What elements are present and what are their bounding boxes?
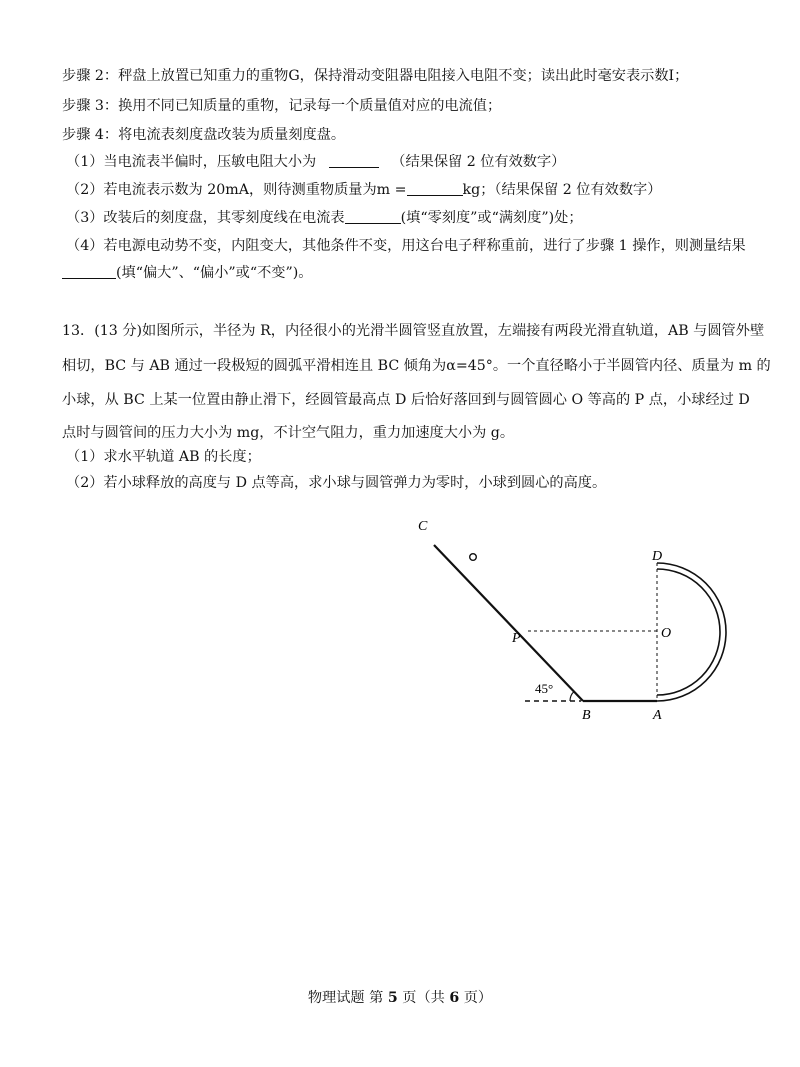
label-o: O: [661, 626, 672, 641]
q12-part1-text: （1）当电流表半偏时，压敏电阻大小为: [66, 154, 317, 170]
q12-part2-note: kg；（结果保留 2 位有效数字）: [462, 182, 662, 198]
q13-line4: 点时与圆管间的压力大小为 mg，不计空气阻力，重力加速度大小为 g。: [62, 425, 515, 441]
angle-arc: [570, 692, 574, 702]
label-d: D: [652, 549, 663, 564]
footer-page-number: 5: [387, 990, 398, 1006]
step-3: 步骤 3：换用不同已知质量的重物，记录每一个质量值对应的电流值；: [62, 98, 502, 114]
footer-page-word: 页（共: [402, 990, 445, 1006]
q12-part2-text: （2）若电流表示数为 20mA，则待测重物质量为m =: [66, 182, 407, 198]
q12-part4-note: (填“偏大”、“偏小”或“不变”)。: [116, 265, 313, 281]
label-p: P: [512, 631, 521, 646]
step-4: 步骤 4：将电流表刻度盘改装为质量刻度盘。: [62, 127, 346, 143]
label-b: B: [582, 708, 591, 723]
q13-line2: 相切，BC 与 AB 通过一段极短的圆弧平滑相连且 BC 倾角为α=45°。一个直径略小于半圆管内径、质量为 m 的: [62, 358, 771, 374]
q12-part1-note: （结果保留 2 位有效数字）: [391, 154, 566, 170]
footer-page-prefix: 第: [369, 990, 384, 1006]
label-a: A: [653, 708, 662, 723]
q12-part3-text: （3）改装后的刻度盘，其零刻度线在电流表: [66, 210, 345, 226]
step-2: 步骤 2：秤盘上放置已知重力的重物G，保持滑动变阻器电阻接入电阻不变；读出此时毫安表示数I；: [62, 68, 689, 84]
footer-subject: 物理试题: [307, 990, 365, 1006]
ball: [470, 554, 477, 561]
q12-part4: （4）若电源电动势不变，内阻变大，其他条件不变，用这台电子秤称重前，进行了步骤 1 操作，则测量结果: [66, 238, 746, 254]
footer-end: 页）: [463, 990, 493, 1006]
angle-label: 45°: [535, 681, 554, 696]
q12-part3-note: (填“零刻度”或“满刻度”)处；: [400, 210, 583, 226]
q13-sub2: （2）若小球释放的高度与 D 点等高，求小球与圆管弹力为零时，小球到圆心的高度。: [66, 475, 607, 491]
page-footer: [0, 987, 800, 1007]
q13-sub1: （1）求水平轨道 AB 的长度；: [66, 449, 261, 465]
footer-total-pages: 6: [449, 990, 460, 1006]
q13-line1: 13．(13 分)如图所示，半径为 R，内径很小的光滑半圆管竖直放置，左端接有两段光滑直轨道，AB 与圆管外壁: [62, 323, 765, 339]
q13-line3: 小球，从 BC 上某一位置由静止滑下，经圆管最高点 D 后恰好落回到与圆管圆心 O 等高的 P 点，小球经过 D: [62, 392, 750, 408]
incline-bc: [434, 545, 583, 701]
label-c: C: [418, 519, 428, 534]
